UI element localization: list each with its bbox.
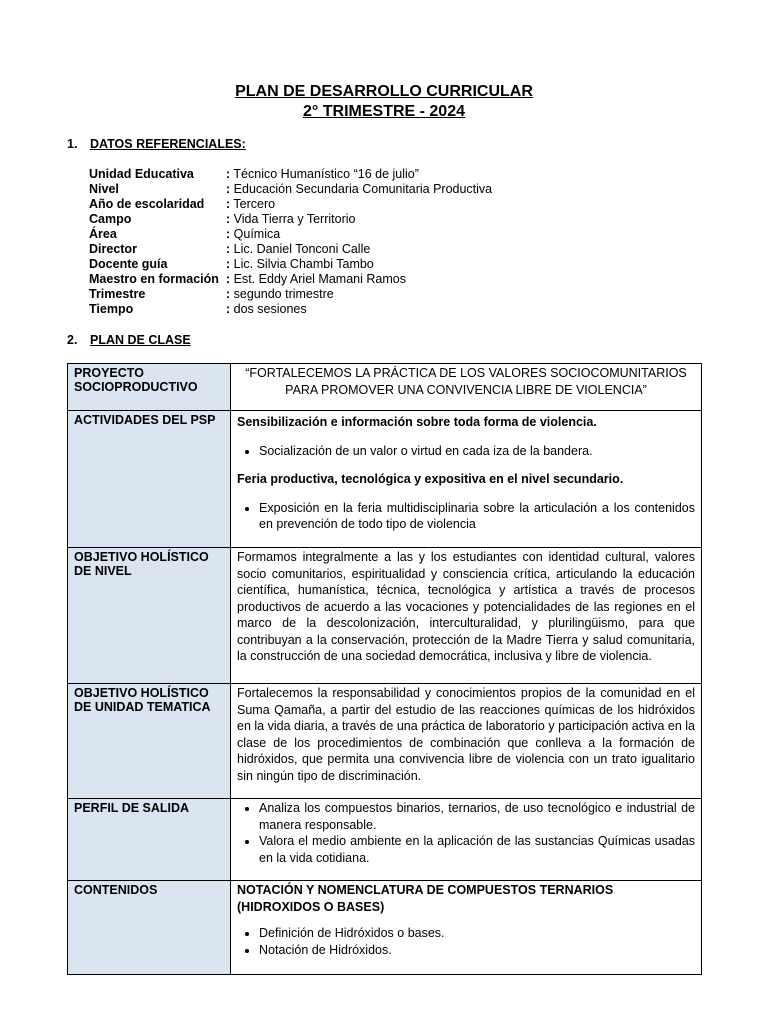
ref-label: Área	[89, 227, 117, 241]
perfil-list	[237, 800, 695, 866]
section-number: 2.	[67, 333, 78, 347]
ref-value: Tercero	[233, 197, 276, 211]
actividades-list	[237, 500, 695, 533]
row-label-objetivo-nivel: OBJETIVO HOLÍSTICO DE NIVEL	[68, 548, 231, 684]
ref-value: dos sesiones	[233, 302, 307, 316]
contenidos-list	[237, 925, 695, 958]
ref-value: Química	[233, 227, 281, 241]
ref-row: Docente guía : Lic. Silvia Chambi Tambo	[89, 257, 374, 271]
document-title: PLAN DE DESARROLLO CURRICULAR	[235, 83, 533, 100]
ref-label: Unidad Educativa	[89, 167, 194, 181]
ref-row: Director : Lic. Daniel Tonconi Calle	[89, 242, 371, 256]
actividades-list	[237, 443, 695, 460]
row-label-objetivo-unidad: OBJETIVO HOLÍSTICO DE UNIDAD TEMATICA	[68, 684, 231, 799]
ref-row: Año de escolaridad : Tercero	[89, 197, 276, 211]
ref-value: segundo trimestre	[233, 287, 334, 301]
ref-label: Campo	[89, 212, 132, 226]
ref-label: Maestro en formación	[89, 272, 219, 286]
plan-de-clase-table	[67, 363, 702, 975]
list-item: • Notación de Hidróxidos.	[259, 942, 695, 959]
objetivo-nivel-text: Formamos integralmente a las y los estudiantes con identidad cultural, valores socio comunitarios, espiritualidad y consciencia crítica, articulando la educación científica, humanística, técnica, tecnológica y artística a través de procesos productivos de acuerdo a las vocaciones y potencialidades de las regiones en el marco de la descolonización, interculturalidad, y plurilingüismo, para que contribuyan a la conservación, protección de la Madre Tierra y salud comunitaria, la construcción de una sociedad democrática, inclusiva y libre de violencia.	[231, 548, 702, 684]
row-label-actividades: ACTIVIDADES DEL PSP	[68, 411, 231, 548]
ref-label: Director	[89, 242, 137, 256]
contenidos-heading: NOTACIÓN Y NOMENCLATURA DE COMPUESTOS TERNARIOS (HIDROXIDOS O BASES)	[237, 883, 614, 914]
ref-value: Vida Tierra y Territorio	[233, 212, 356, 226]
ref-value: Lic. Silvia Chambi Tambo	[233, 257, 374, 271]
ref-value: Lic. Daniel Tonconi Calle	[233, 242, 371, 256]
section-label: DATOS REFERENCIALES:	[90, 137, 246, 151]
ref-value: Técnico Humanístico “16 de julio”	[233, 167, 419, 181]
ref-value: Educación Secundaria Comunitaria Productiva	[233, 182, 493, 196]
actividades-heading: Sensibilización e información sobre toda forma de violencia.	[237, 415, 597, 429]
section-datos-referenciales	[67, 137, 246, 151]
table-row	[68, 799, 702, 881]
document-subtitle: 2° TRIMESTRE - 2024	[303, 103, 465, 120]
ref-row: Campo : Vida Tierra y Territorio	[89, 212, 356, 226]
section-plan-de-clase	[67, 333, 191, 347]
row-label-proyecto: PROYECTO SOCIOPRODUCTIVO	[68, 364, 231, 411]
proyecto-text: “FORTALECEMOS LA PRÁCTICA DE LOS VALORES SOCIOCOMUNITARIOS PARA PROMOVER UNA CONVIVENCIA LIBRE DE VIOLENCIA”	[231, 364, 702, 411]
datos-referenciales-list	[89, 167, 492, 317]
ref-row: Nivel : Educación Secundaria Comunitaria Productiva	[89, 182, 493, 196]
ref-row: Maestro en formación : Est. Eddy Ariel Mamani Ramos	[89, 272, 406, 286]
table-row	[68, 684, 702, 799]
ref-label: Tiempo	[89, 302, 134, 316]
table-row	[68, 364, 702, 411]
table-row	[68, 411, 702, 548]
ref-row: Trimestre : segundo trimestre	[89, 287, 334, 301]
ref-label: Docente guía	[89, 257, 168, 271]
ref-label: Año de escolaridad	[89, 197, 205, 211]
list-item: • Analiza los compuestos binarios, ternarios, de uso tecnológico e industrial de manera responsable.	[259, 800, 695, 833]
ref-value: Est. Eddy Ariel Mamani Ramos	[233, 272, 406, 286]
objetivo-unidad-text: Fortalecemos la responsabilidad y conocimientos propios de la comunidad en el Suma Qamaña, a partir del estudio de las reacciones químicas de los hidróxidos en la vida diaria, a través de una práctica de laboratorio y participación activa en la clase de los procedimientos de combinación que conlleva a la formación de hidróxidos, que permita una convivencia libre de violencia con un trato igualitario sin ningún tipo de discriminación.	[231, 684, 702, 799]
ref-row: Área : Química	[89, 227, 281, 241]
section-number: 1.	[67, 137, 78, 151]
row-label-contenidos: CONTENIDOS	[68, 881, 231, 975]
section-label: PLAN DE CLASE	[90, 333, 191, 347]
ref-row: Tiempo : dos sesiones	[89, 302, 307, 316]
ref-label: Trimestre	[89, 287, 146, 301]
row-label-perfil: PERFIL DE SALIDA	[68, 799, 231, 881]
list-item: • Socialización de un valor o virtud en cada iza de la bandera.	[259, 443, 695, 460]
actividades-heading: Feria productiva, tecnológica y expositiva en el nivel secundario.	[237, 472, 624, 486]
ref-label: Nivel	[89, 182, 119, 196]
perfil-cell	[231, 799, 702, 881]
list-item: • Valora el medio ambiente en la aplicación de las sustancias Químicas usadas en la vida cotidiana.	[259, 833, 695, 866]
table-row	[68, 881, 702, 975]
list-item: • Exposición en la feria multidisciplinaria sobre la articulación a los contenidos en prevención de todo tipo de violencia	[259, 500, 695, 533]
list-item: • Definición de Hidróxidos o bases.	[259, 925, 695, 942]
actividades-cell	[231, 411, 702, 548]
contenidos-cell	[231, 881, 702, 975]
table-row	[68, 548, 702, 684]
ref-row: Unidad Educativa : Técnico Humanístico “16 de julio”	[89, 167, 419, 181]
